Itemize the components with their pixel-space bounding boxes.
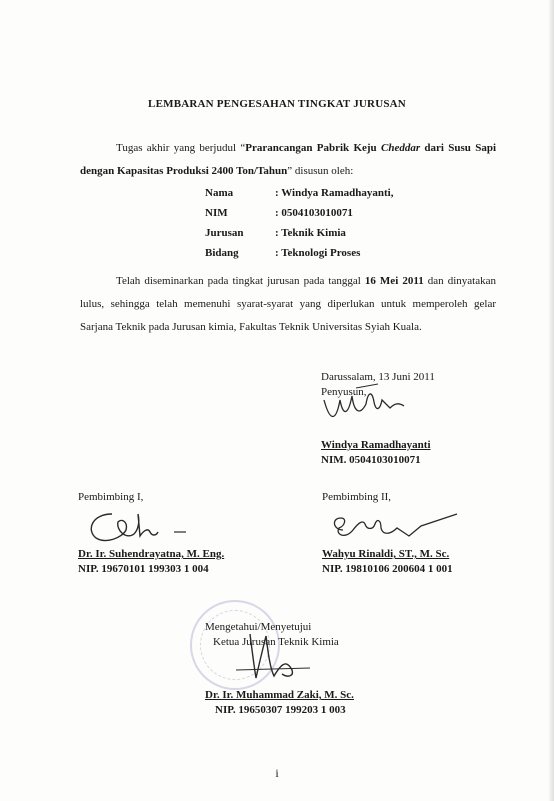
seminar-before: Telah diseminarkan pada tingkat jurusan pada tanggal [116,275,365,287]
penyusun-nim: NIM. 0504103010071 [321,454,421,466]
pembimbing-1-role: Pembimbing I, [78,491,144,503]
mengetahui-line1: Mengetahui/Menyetujui [205,621,312,633]
pembimbing-2-nip: NIP. 19810106 200604 1 001 [322,563,453,575]
ketua-signature [230,630,320,682]
seminar-after: dan dinyatakan lulus, sehingga telah memenuhi syarat-syarat yang diperlukan untuk memperoleh gelar Sarjana Teknik pada Jurusan kimia, Fakultas Teknik Universitas Syiah Kuala. [80,275,496,333]
seminar-paragraph [80,270,496,339]
ketua-name: Dr. Ir. Muhammad Zaki, M. Sc. [205,689,354,701]
student-value: : Windya Ramadhayanti, [275,187,394,199]
pembimbing-2-role: Pembimbing II, [322,491,392,503]
mengetahui-line2: Ketua Jurusan Teknik Kimia [213,636,339,648]
student-row-nim [205,207,394,227]
thesis-title-part2: dari Susu Sapi dengan Kapasitas Produksi 2400 Ton/Tahun [80,142,496,177]
student-value: : 0504103010071 [275,207,353,219]
penyusun-name: Windya Ramadhayanti [321,439,431,451]
ketua-nip: NIP. 19650307 199203 1 003 [215,704,346,716]
thesis-title-italic: Cheddar [380,142,421,154]
seminar-date: 16 Mei 2011 [364,275,424,287]
student-value: : Teknologi Proses [275,247,361,259]
pembimbing-1-nip: NIP. 19670101 199303 1 004 [78,563,209,575]
pembimbing-1-signature [82,500,192,550]
student-label: Jurusan [205,227,244,239]
pembimbing-1-name: Dr. Ir. Suhendrayatna, M. Eng. [78,548,225,560]
document-title: LEMBARAN PENGESAHAN TINGKAT JURUSAN [148,98,406,110]
student-label: Nama [205,187,234,199]
student-info-table [205,187,394,267]
student-row-jurusan [205,227,394,247]
page-number: i [275,766,279,780]
scan-edge-shadow [548,0,554,801]
student-row-name [205,187,394,207]
place-date: Darussalam, 13 Juni 2011 [321,371,435,383]
student-row-bidang [205,247,394,267]
pembimbing-2-name: Wahyu Rinaldi, ST., M. Sc. [322,548,450,560]
student-label: Bidang [205,247,239,259]
pembimbing-2-signature [325,500,465,548]
student-label: NIM [205,207,228,219]
penyusun-signature [320,382,410,427]
student-value: : Teknik Kimia [275,227,346,239]
intro-paragraph [80,137,496,183]
intro-suffix: ” disusun oleh: [287,165,354,177]
thesis-title-part1: Prarancangan Pabrik Keju [245,142,381,154]
penyusun-role: Penyusun, [321,386,367,398]
intro-prefix: Tugas akhir yang berjudul “ [116,142,246,154]
